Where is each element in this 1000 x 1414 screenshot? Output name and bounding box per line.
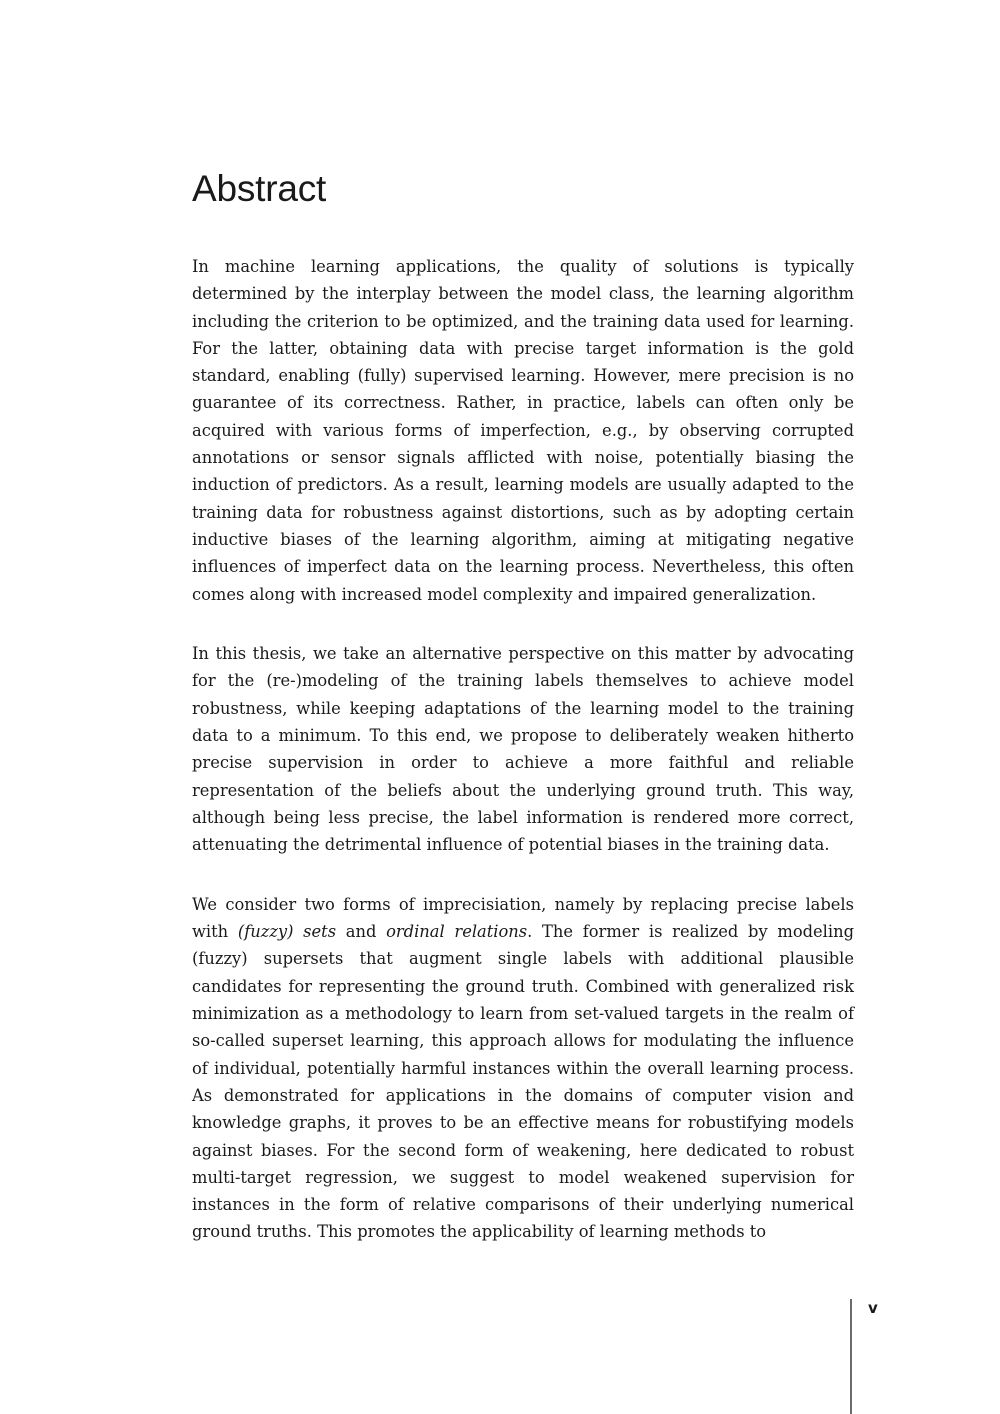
paragraph-3-rest: . The former is realized by modeling (fuzzy) supersets that augment single labels with additional plausible candidates for representing the ground truth. Combined with generalized risk minimization as a methodology to learn from set-valued targets in the realm of so-called superset learning, this approach allows for modulating the influence of individual, potentially harmful instances within the overall learning process. As demonstrated for applications in the domains of computer vision and knowledge graphs, it proves to be an effective means for robustifying models against biases. For the second form of weakening, here dedicated to robust multi-target regression, we suggest to model weakened supervision for instances in the form of relative comparisons of their underlying numerical ground truths. This promotes the applicability of learning methods to xyxy=(192,922,855,1242)
abstract-paragraph-2: In this thesis, we take an alternative perspective on this matter by advocating for the (re-)modeling of the training labels themselves to achieve model robustness, while keeping adaptations of the learning model to the training data to a minimum. To this end, we propose to deliberately weaken hitherto precise supervision in order to achieve a more faithful and reliable representation of the beliefs about the underlying ground truth. This way, although being less precise, the label information is rendered more correct, attenuating the detrimental influence of potential biases in the training data. xyxy=(192,644,854,855)
term-fuzzy-sets: (fuzzy) sets xyxy=(237,922,337,942)
abstract-body xyxy=(192,253,854,1278)
page-number: v xyxy=(868,1299,878,1317)
paragraph-3-connector: and xyxy=(336,922,387,942)
term-ordinal-relations: ordinal relations xyxy=(386,922,528,942)
abstract-paragraph-1: In machine learning applications, the quality of solutions is typically determined by the interplay between the model class, the learning algorithm including the criterion to be optimized, and the training data used for learning. For the latter, obtaining data with precise target information is the gold standard, enabling (fully) supervised learning. However, mere precision is no guarantee of its correctness. Rather, in practice, labels can often only be acquired with various forms of imperfection, e.g., by observing corrupted annotations or sensor signals afflicted with noise, potentially biasing the induction of predictors. As a result, learning models are usually adapted to the training data for robustness against distortions, such as by adopting certain inductive biases of the learning algorithm, aiming at mitigating negative influences of imperfect data on the learning process. Nevertheless, this often comes along with increased model complexity and impaired generalization. xyxy=(192,257,854,604)
section-heading: Abstract xyxy=(192,168,327,209)
abstract-paragraph-3 xyxy=(192,891,854,1246)
paragraph-3-lead: We consider two forms of imprecisiation, namely by replacing precise labels with xyxy=(192,894,854,942)
margin-rule xyxy=(850,1299,852,1414)
